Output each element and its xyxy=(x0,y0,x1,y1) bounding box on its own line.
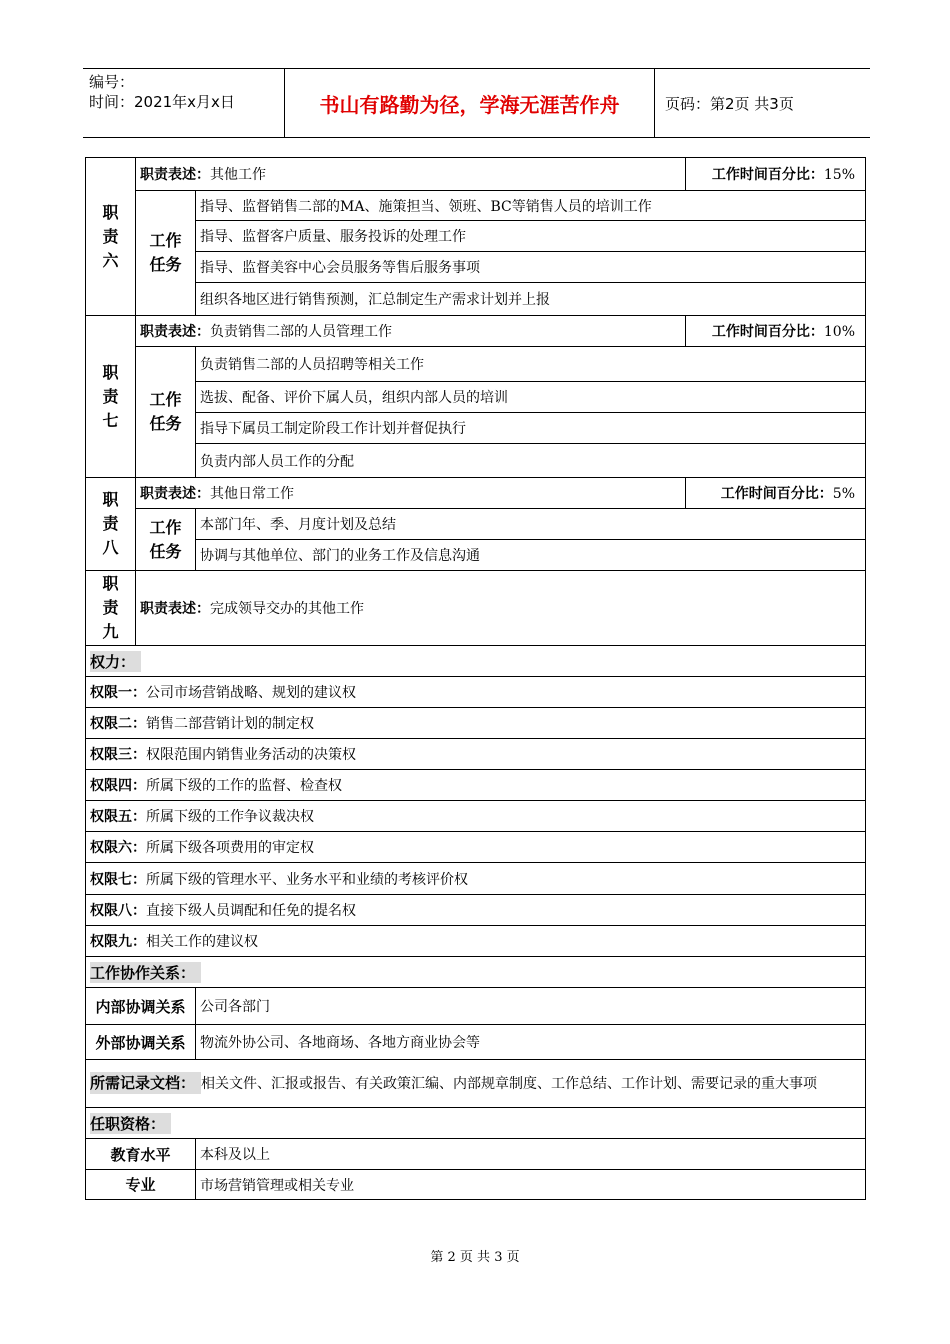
duty-percentage: 工作时间百分比：10% xyxy=(686,316,866,347)
duty-9-label: 职 责 九 xyxy=(86,571,136,646)
duty-row xyxy=(86,316,866,347)
duty-percentage: 工作时间百分比：5% xyxy=(686,478,866,509)
task-item: 指导下属员工制定阶段工作计划并督促执行 xyxy=(196,413,866,444)
duty-6-label: 职 责 六 xyxy=(86,158,136,316)
duty-row xyxy=(86,478,866,509)
task-item: 指导、监督客户质量、服务投诉的处理工作 xyxy=(196,221,866,252)
time-label: 时间：2021年x月x日 xyxy=(89,93,235,111)
qualifications-heading-cell xyxy=(86,1108,866,1139)
page-number-label: 页码：第2页 共3页 xyxy=(665,94,794,113)
records-label: 所需记录文档： xyxy=(90,1072,201,1094)
job-description-table xyxy=(85,157,866,1200)
records-cell xyxy=(86,1060,866,1108)
records-text: 相关文件、汇报或报告、有关政策汇编、内部规章制度、工作总结、工作计划、需要记录的重大事项 xyxy=(201,1076,818,1092)
education-label: 教育水平 xyxy=(86,1139,196,1170)
authority-item: 权限一：公司市场营销战略、规划的建议权 xyxy=(86,677,866,708)
major-value: 市场营销管理或相关专业 xyxy=(196,1170,866,1200)
external-relation-label: 外部协调关系 xyxy=(86,1025,196,1060)
authority-heading: 权力： xyxy=(90,651,141,672)
task-item: 负责内部人员工作的分配 xyxy=(196,444,866,478)
duty-percentage: 工作时间百分比：15% xyxy=(686,158,866,191)
duty-description: 职责表述：完成领导交办的其他工作 xyxy=(136,571,866,646)
duty-description: 职责表述：其他工作 xyxy=(136,158,686,191)
motto: 书山有路勤为径，学海无涯苦作舟 xyxy=(285,69,655,137)
task-item: 协调与其他单位、部门的业务工作及信息沟通 xyxy=(196,540,866,571)
authority-item: 权限二：销售二部营销计划的制定权 xyxy=(86,708,866,739)
external-relation-value: 物流外协公司、各地商场、各地方商业协会等 xyxy=(196,1025,866,1060)
major-label: 专业 xyxy=(86,1170,196,1200)
task-item: 选拔、配备、评价下属人员，组织内部人员的培训 xyxy=(196,382,866,413)
authority-item: 权限六：所属下级各项费用的审定权 xyxy=(86,832,866,863)
page-header xyxy=(83,68,870,138)
task-item: 指导、监督销售二部的MA、施策担当、领班、BC等销售人员的培训工作 xyxy=(196,191,866,221)
authority-item: 权限九：相关工作的建议权 xyxy=(86,926,866,957)
authority-item: 权限五：所属下级的工作争议裁决权 xyxy=(86,801,866,832)
authority-heading-cell xyxy=(86,646,866,677)
internal-relation-label: 内部协调关系 xyxy=(86,988,196,1025)
page-footer: 第 2 页 共 3 页 xyxy=(430,1250,520,1265)
task-item: 组织各地区进行销售预测，汇总制定生产需求计划并上报 xyxy=(196,283,866,316)
task-label: 工作 任务 xyxy=(136,191,196,316)
education-value: 本科及以上 xyxy=(196,1139,866,1170)
header-meta-cell xyxy=(83,69,285,137)
cooperation-heading: 工作协作关系： xyxy=(90,962,201,983)
duty-description: 职责表述：其他日常工作 xyxy=(136,478,686,509)
authority-item: 权限三：权限范围内销售业务活动的决策权 xyxy=(86,739,866,770)
task-item: 本部门年、季、月度计划及总结 xyxy=(196,509,866,540)
duty-7-label: 职 责 七 xyxy=(86,316,136,478)
qualifications-heading: 任职资格： xyxy=(90,1113,171,1134)
duty-row xyxy=(86,571,866,646)
authority-item: 权限四：所属下级的工作的监督、检查权 xyxy=(86,770,866,801)
internal-relation-value: 公司各部门 xyxy=(196,988,866,1025)
cooperation-heading-cell xyxy=(86,957,866,988)
number-label: 编号： xyxy=(89,73,135,91)
duty-description: 职责表述：负责销售二部的人员管理工作 xyxy=(136,316,686,347)
task-item: 负责销售二部的人员招聘等相关工作 xyxy=(196,347,866,382)
task-label: 工作 任务 xyxy=(136,509,196,571)
authority-item: 权限七：所属下级的管理水平、业务水平和业绩的考核评价权 xyxy=(86,863,866,895)
duty-8-label: 职 责 八 xyxy=(86,478,136,571)
duty-row xyxy=(86,158,866,191)
task-item: 指导、监督美容中心会员服务等售后服务事项 xyxy=(196,252,866,283)
task-label: 工作 任务 xyxy=(136,347,196,478)
authority-item: 权限八：直接下级人员调配和任免的提名权 xyxy=(86,895,866,926)
